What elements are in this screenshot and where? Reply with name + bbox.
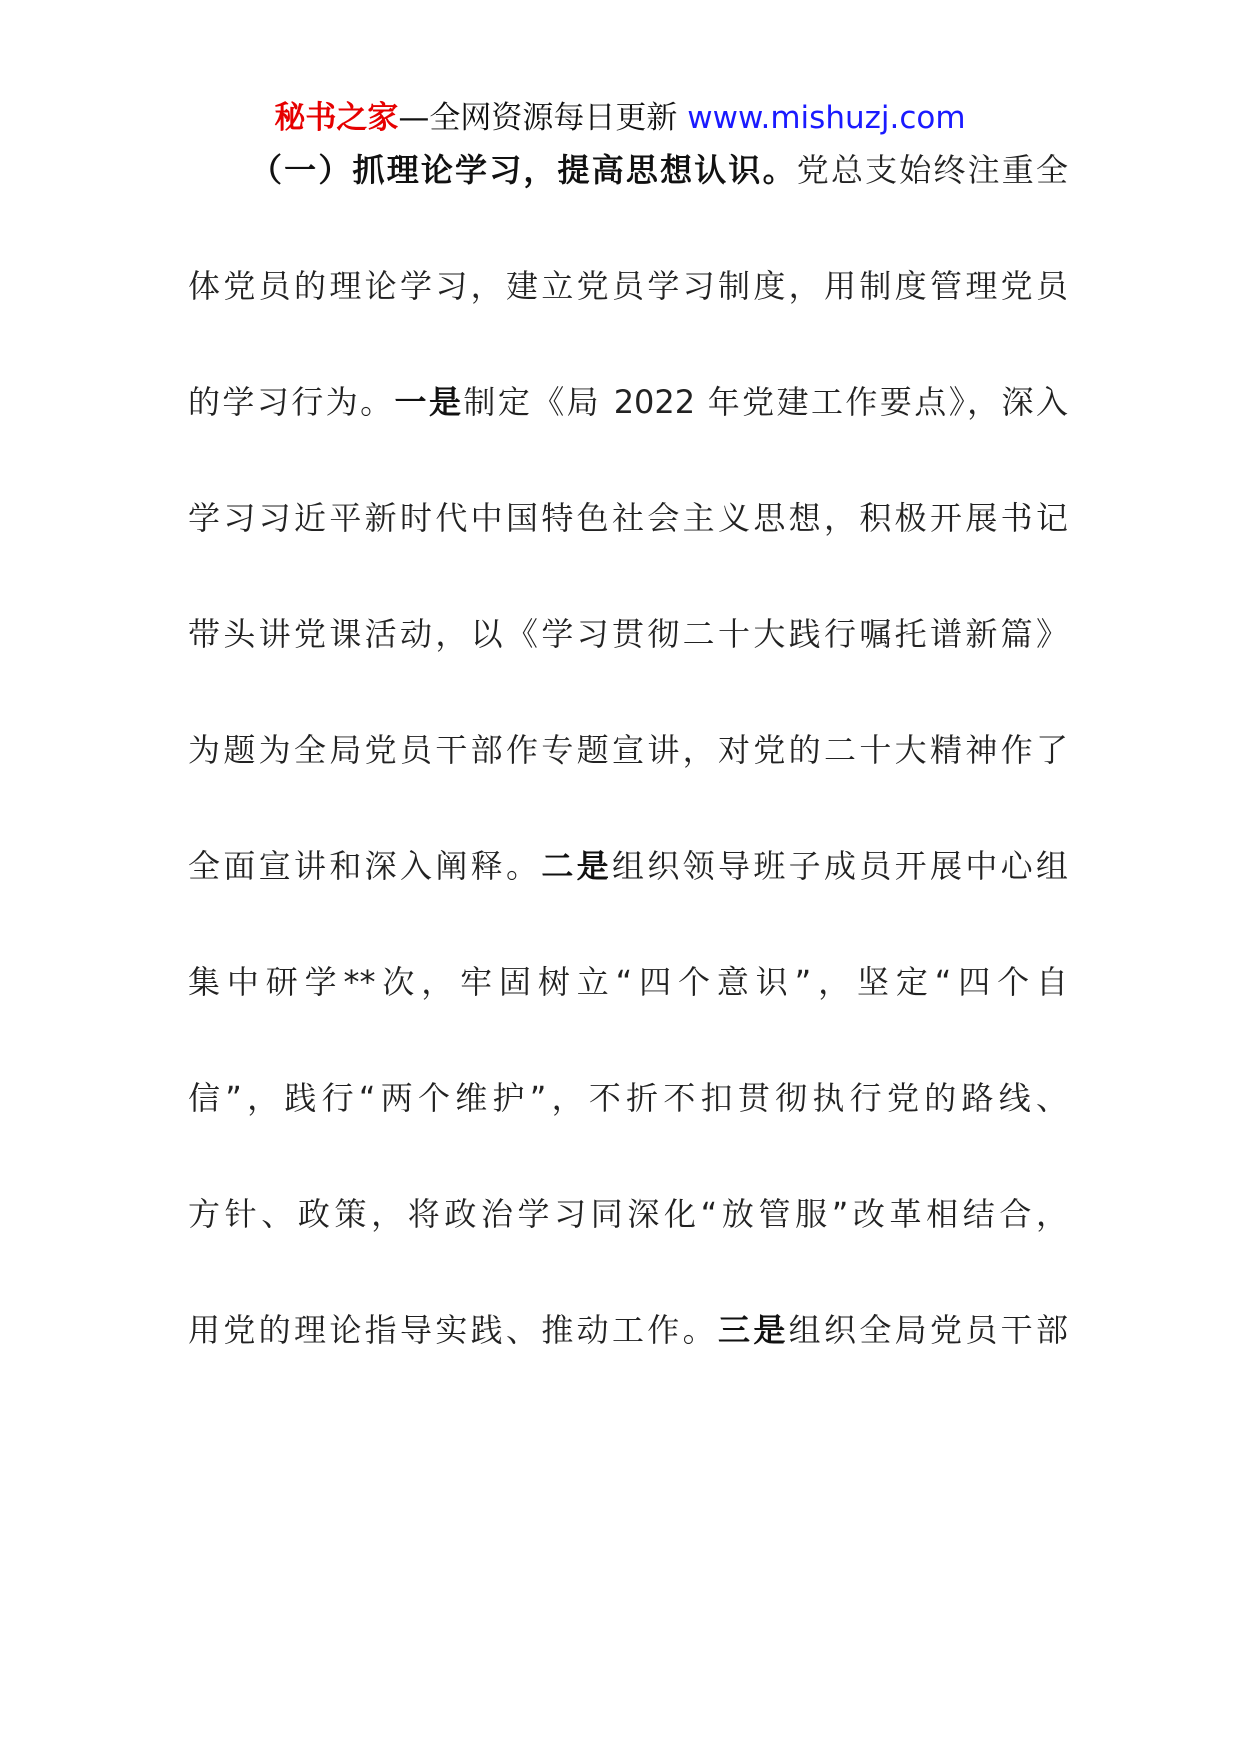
body-text: 学习习近平新时代中国特色社会主义思想，积极开展书记 bbox=[188, 499, 1068, 537]
paragraph-line bbox=[188, 612, 1068, 656]
body-text: 带头讲党课活动，以《学习贯彻二十大践行嘱托谱新篇》 bbox=[188, 615, 1068, 653]
paragraph-line bbox=[188, 496, 1068, 540]
body-text: 全面宣讲和深入阐释。 bbox=[188, 847, 542, 885]
header-tagline: —全网资源每日更新 bbox=[398, 100, 678, 136]
paragraph-line bbox=[250, 148, 1068, 192]
bold-lead-text: 二是 bbox=[541, 847, 612, 885]
paragraph-line bbox=[188, 1192, 1068, 1236]
body-text: 用党的理论指导实践、推动工作。 bbox=[188, 1311, 718, 1349]
brand-name: 秘书之家 bbox=[274, 100, 399, 136]
watermark-header bbox=[0, 98, 1240, 138]
body-text: 制定《局 2022 年党建工作要点》，深入 bbox=[463, 383, 1068, 421]
body-text: 组织全局党员干部 bbox=[788, 1311, 1068, 1349]
bold-lead-text: 一是 bbox=[394, 383, 464, 421]
body-text: 信”，践行“两个维护”，不折不扣贯彻执行党的路线、 bbox=[188, 1079, 1068, 1117]
paragraph-line bbox=[188, 380, 1068, 424]
body-text: 为题为全局党员干部作专题宣讲，对党的二十大精神作了 bbox=[188, 731, 1068, 769]
paragraph-line bbox=[188, 844, 1068, 888]
body-text: 党总支始终注重全 bbox=[796, 151, 1068, 189]
site-url: www.mishuzj.com bbox=[687, 100, 966, 136]
bold-lead-text: （一）抓理论学习，提高思想认识。 bbox=[250, 151, 797, 189]
body-text: 集中研学**次，牢固树立“四个意识”，坚定“四个自 bbox=[188, 963, 1068, 1001]
body-text: 方针、政策，将政治学习同深化“放管服”改革相结合， bbox=[188, 1195, 1068, 1233]
paragraph-line bbox=[188, 1308, 1068, 1352]
paragraph-line bbox=[188, 960, 1068, 1004]
paragraph-line bbox=[188, 264, 1068, 308]
paragraph-line bbox=[188, 1076, 1068, 1120]
bold-lead-text: 三是 bbox=[717, 1311, 789, 1349]
body-text: 组织领导班子成员开展中心组 bbox=[612, 847, 1068, 885]
paragraph-line bbox=[188, 728, 1068, 772]
body-text: 体党员的理论学习，建立党员学习制度，用制度管理党员 bbox=[188, 267, 1068, 305]
body-text: 的学习行为。 bbox=[188, 383, 395, 421]
